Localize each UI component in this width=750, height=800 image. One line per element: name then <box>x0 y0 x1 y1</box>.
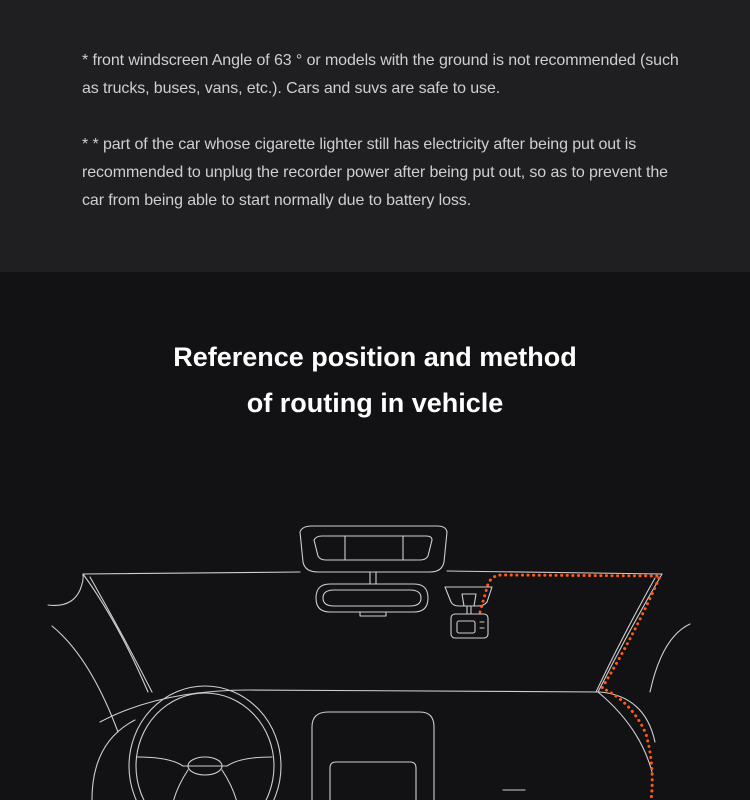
routing-title-line-1: Reference position and method <box>173 342 577 372</box>
routing-title <box>0 334 750 426</box>
routing-section <box>0 272 750 800</box>
rearview-mirror <box>300 526 447 616</box>
windscreen-outline <box>48 571 690 732</box>
routing-title-line-2: of routing in vehicle <box>246 388 504 418</box>
vehicle-routing-illustration <box>0 508 750 800</box>
windscreen-angle-note: * front windscreen Angle of 63 ° or models with the ground is not recommended (such as trucks, buses, vans, etc.). Cars and suvs are safe to use. <box>82 52 679 97</box>
dashboard <box>92 686 655 800</box>
routing-cable <box>480 575 660 800</box>
installation-notes <box>0 0 750 272</box>
cigarette-lighter-note: * * part of the car whose cigarette lighter still has electricity after being put out is recommended to unplug the recorder power after being put out, so as to prevent the car from being able to start normally due to battery loss. <box>82 136 668 209</box>
